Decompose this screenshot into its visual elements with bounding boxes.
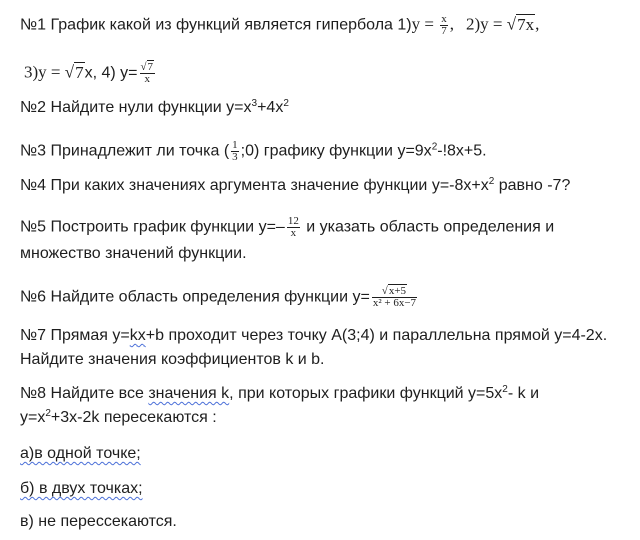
task-3-tail: -!8x+5. xyxy=(437,142,487,160)
task-1-opt1-numerator: x xyxy=(441,13,447,25)
task-1-opt4-fraction xyxy=(140,62,156,85)
task-7-line-1 xyxy=(20,326,607,346)
task-8-lead: №8 Найдите все xyxy=(20,385,149,402)
task-5-numerator: 12 xyxy=(287,215,299,227)
task-8-l2-tail: +3x-2k пересекаются : xyxy=(50,409,217,426)
task-1-line-1 xyxy=(20,14,539,37)
task-8-spellcheck-word: значения k xyxy=(148,385,230,402)
task-6 xyxy=(20,286,419,309)
task-1-lead: №1 График какой из функций является гипербола 1) xyxy=(20,16,412,34)
task-2 xyxy=(20,98,289,118)
task-8-exp-2: 2 xyxy=(45,408,51,419)
task-7-spellcheck-word: kx xyxy=(129,327,146,344)
task-3-fraction xyxy=(231,140,239,163)
task-7-tail: +b проходит через точку А(3;4) и параллельна прямой y=4-2x. xyxy=(145,327,608,344)
task-1-opt2-pre: 2)y = xyxy=(465,14,507,34)
task-6-denominator: x² + 6x−7 xyxy=(372,297,417,309)
task-6-lead: №6 Найдите область определения функции y= xyxy=(20,288,370,306)
task-1-opt1-denominator: 7 xyxy=(441,25,447,37)
task-1-opt4-denominator: x xyxy=(140,73,156,85)
task-5-lead: №5 Построить график функции y=– xyxy=(20,218,285,236)
task-1-opt1-lhs: y = xyxy=(411,14,439,34)
answer-b xyxy=(20,479,143,499)
task-4-exp: 2 xyxy=(488,176,495,187)
task-3-post: ;0) графику функции y=9x xyxy=(240,142,432,160)
answer-a xyxy=(20,444,141,464)
task-8-line-1 xyxy=(20,384,539,404)
task-3-numerator: 1 xyxy=(232,139,238,151)
task-3 xyxy=(20,140,487,163)
answer-c: в) не перессекаются. xyxy=(20,513,177,530)
task-3-denominator: 3 xyxy=(232,151,238,163)
task-6-numerator: √x+5 xyxy=(381,285,407,297)
task-8-mid: , при которых графики функций y=5x xyxy=(229,385,503,402)
task-1-opt4-radicand: 7 xyxy=(147,61,154,73)
task-7-lead: №7 Прямая y= xyxy=(20,327,130,344)
task-1-opt2-sqrt: √7x xyxy=(506,14,535,34)
task-5-tail: и указать область определения и xyxy=(301,218,555,236)
task-1-opt4-numerator: √7 xyxy=(140,61,154,73)
task-1-opt1-fraction xyxy=(440,14,448,37)
task-2-mid: +4x xyxy=(257,99,284,116)
task-5-line-2: множество значений функции. xyxy=(20,245,247,262)
answer-b-text: б) в двух точках; xyxy=(20,480,143,497)
task-1-opt3-pre: 3)y = xyxy=(24,62,65,82)
task-6-fraction xyxy=(372,286,417,309)
task-1-opt1-sep: , xyxy=(449,14,454,34)
task-5-fraction xyxy=(287,216,300,239)
task-4-lead: №4 При каких значениях аргумента значение функции y=-8x+x xyxy=(20,177,489,194)
task-4-tail: равно -7? xyxy=(494,177,571,194)
task-8-line-2 xyxy=(20,408,217,428)
task-1-line-2 xyxy=(24,62,157,85)
task-4 xyxy=(20,176,570,196)
task-8-exp-1: 2 xyxy=(502,384,508,395)
task-1-opt3-radicand: 7 xyxy=(75,62,84,82)
task-2-exp-2: 2 xyxy=(283,98,289,109)
task-1-opt3-sqrt: √7 xyxy=(64,62,84,82)
task-1-opt2-radicand: 7x xyxy=(517,14,535,34)
task-8-tail: - k и xyxy=(507,385,540,402)
task-6-radicand: x+5 xyxy=(388,285,407,297)
task-8-l2-lead: y=x xyxy=(20,409,46,426)
task-2-text: №2 Найдите нули функции y=x xyxy=(20,99,252,116)
task-5-line-1 xyxy=(20,216,554,239)
answer-a-text: а)в одной точке; xyxy=(20,445,141,462)
task-3-lead: №3 Принадлежит ли точка ( xyxy=(20,142,230,160)
task-3-exp: 2 xyxy=(431,141,438,153)
task-1-opt2-sep: , xyxy=(535,14,540,34)
task-2-exp-1: 3 xyxy=(251,98,258,109)
task-5-denominator: x xyxy=(287,227,300,239)
task-7-line-2: Найдите значения коэффициентов k и b. xyxy=(20,351,325,368)
task-1-opt3-post: x, 4) y= xyxy=(84,64,138,82)
